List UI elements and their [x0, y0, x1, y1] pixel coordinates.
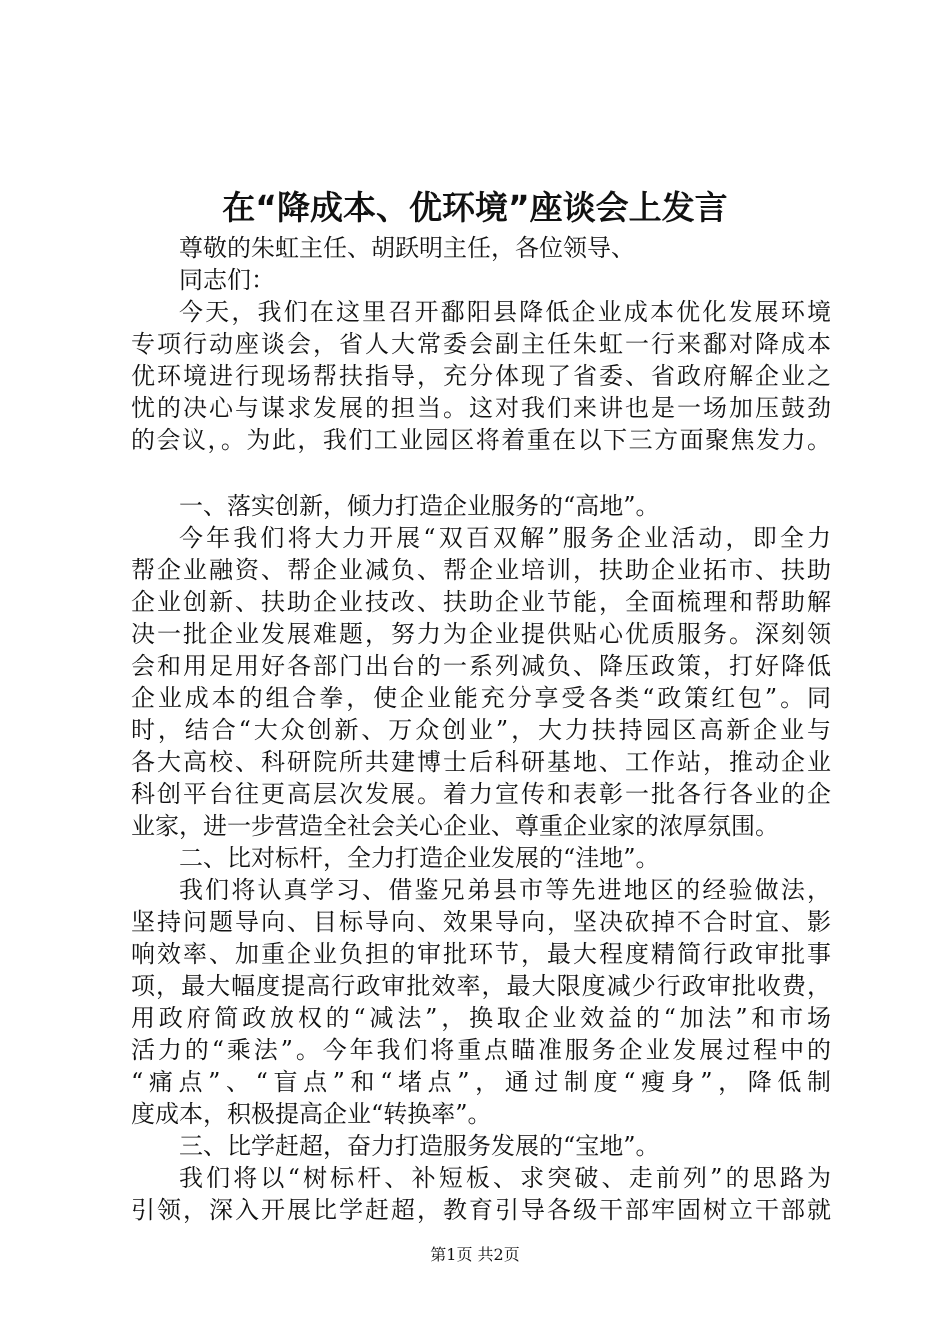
paragraph-line: 坚持问题导向、目标导向、效果导向，坚决砍掉不合时宜、影: [131, 908, 831, 936]
paragraph-line: 企业创新、扶助企业技改、扶助企业节能，全面梳理和帮助解: [131, 588, 831, 616]
page-title: 在“降成本、优环境”座谈会上发言: [222, 188, 728, 227]
paragraph-line: 今天，我们在这里召开鄱阳县降低企业成本优化发展环境: [179, 298, 831, 326]
paragraph-line: 科创平台往更高层次发展。着力宣传和表彰一批各行各业的企: [131, 780, 831, 808]
greeting-line: 尊敬的朱虹主任、胡跃明主任，各位领导、: [179, 234, 635, 262]
paragraph-line: 会和用足用好各部门出台的一系列减负、降压政策，打好降低: [131, 652, 831, 680]
page-number: 第1页 共2页: [430, 1245, 520, 1264]
paragraph-line: 优环境进行现场帮扶指导，充分体现了省委、省政府解企业之: [131, 362, 831, 390]
paragraph-line: 各大高校、科研院所共建博士后科研基地、工作站，推动企业: [131, 748, 831, 776]
paragraph-line: 时，结合“大众创新、万众创业”，大力扶持园区高新企业与: [131, 716, 831, 744]
greeting-line: 同志们：: [179, 266, 275, 294]
paragraph-line: 的会议，。为此，我们工业园区将着重在以下三方面聚焦发力。: [131, 426, 831, 454]
paragraph-line: 用政府简政放权的“减法”，换取企业效益的“加法”和市场: [131, 1004, 831, 1032]
paragraph-line: 我们将以“树标杆、补短板、求突破、走前列”的思路为: [179, 1164, 831, 1192]
paragraph-line: 响效率、加重企业负担的审批环节，最大程度精简行政审批事: [131, 940, 831, 968]
document-body: [131, 232, 831, 1226]
paragraph-line: 今年我们将大力开展“双百双解”服务企业活动，即全力: [179, 524, 831, 552]
paragraph-line: 企业成本的组合拳，使企业能充分享受各类“政策红包”。同: [131, 684, 831, 712]
paragraph-line: “痛点”、“盲点”和“堵点”，通过制度“瘦身”，降低制: [131, 1068, 831, 1096]
section-heading: 一、落实创新，倾力打造企业服务的“高地”。: [179, 492, 660, 520]
paragraph-line: 专项行动座谈会，省人大常委会副主任朱虹一行来鄱对降成本: [131, 330, 831, 358]
section-heading: 二、比对标杆，全力打造企业发展的“洼地”。: [179, 844, 660, 872]
paragraph-line: 我们将认真学习、借鉴兄弟县市等先进地区的经验做法，: [179, 876, 831, 904]
paragraph-line: 度成本，积极提高企业“转换率”。: [131, 1100, 492, 1128]
paragraph-line: 引领，深入开展比学赶超，教育引导各级干部牢固树立干部就: [131, 1196, 831, 1224]
paragraph-line: 帮企业融资、帮企业减负、帮企业培训，扶助企业拓市、扶助: [131, 556, 831, 584]
paragraph-line: 忧的决心与谋求发展的担当。这对我们来讲也是一场加压鼓劲: [131, 394, 831, 422]
paragraph-line: 活力的“乘法”。今年我们将重点瞄准服务企业发展过程中的: [131, 1036, 831, 1064]
section-heading: 三、比学赶超，奋力打造服务发展的“宝地”。: [179, 1132, 660, 1160]
paragraph-gap: [131, 456, 831, 490]
paragraph-line: 项，最大幅度提高行政审批效率，最大限度减少行政审批收费，: [131, 972, 831, 1000]
paragraph-line: 业家，进一步营造全社会关心企业、尊重企业家的浓厚氛围。: [131, 812, 779, 840]
paragraph-line: 决一批企业发展难题，努力为企业提供贴心优质服务。深刻领: [131, 620, 831, 648]
